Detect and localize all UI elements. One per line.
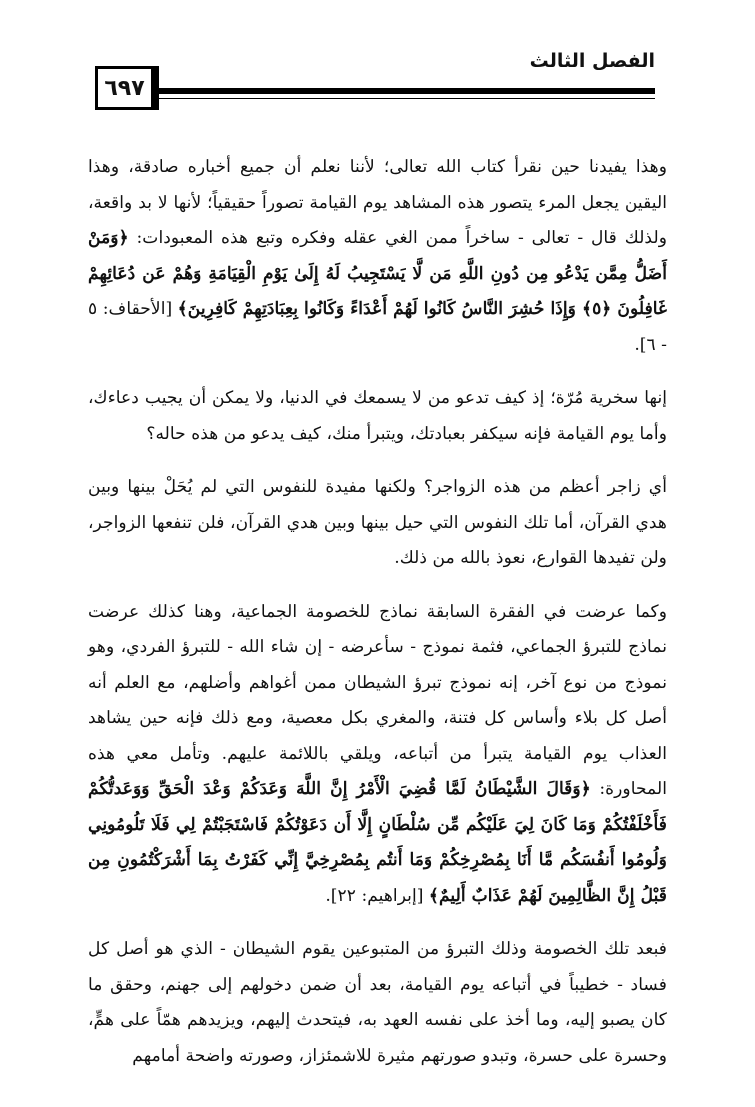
paragraph-5-text: فبعد تلك الخصومة وذلك التبرؤ من المتبوعين يقوم الشيطان - الذي هو أصل كل فساد - خطيباً في أتباعه يوم القيامة، بعد أن ضمن دخولهم إلى جهنم، وحقق ما كان يصبو إليه، وما أخذ على نفسه العهد به، فيتحدث إليهم، ويزيدهم همّاً على همٍّ، وحسرة على حسرة، وتبدو صورتهم مثيرة للاشمئزاز، وصورته واضحة أمامهم — [88, 939, 667, 1066]
paragraph-2 — [88, 381, 667, 452]
paragraph-3-text: أي زاجر أعظم من هذه الزواجر؟ ولكنها مفيدة للنفوس التي لم يُحَلْ بينها وبين هدي القرآن، أما تلك النفوس التي حيل بينها وبين هدي القرآن، فلن تنفعها الزواجر، ولن تفيدها القوارع، نعوذ بالله من ذلك. — [88, 477, 667, 568]
header-rule-thick — [159, 88, 655, 94]
paragraph-5 — [88, 932, 667, 1074]
verse-citation-ahqaf: [الأحقاف: ٥ - ٦]. — [88, 299, 667, 355]
paragraph-4-text: وكما عرضت في الفقرة السابقة نماذج للخصومة الجماعية، وهنا كذلك عرضت نماذج للتبرؤ الجماعي، فثمة نموذج - سأعرضه - إن شاء الله - للتبرؤ الفردي، وهو نموذج من نوع آخر، إنه نموذج تبرؤ الشيطان ممن أغواهم وأضلهم، مع العلم أنه أصل كل بلاء وأساس كل فتنة، والمغري بكل معصية، ومع ذلك فإنه حين يشاهد العذاب يوم القيامة يتبرأ من أتباعه، ويلقي باللائمة عليهم. وتأمل معي هذه المحاورة: — [88, 601, 667, 799]
paragraph-1 — [88, 150, 667, 363]
chapter-title: الفصل الثالث — [529, 50, 655, 72]
page-header — [95, 44, 655, 124]
page-body — [88, 150, 667, 1092]
paragraph-4 — [88, 595, 667, 915]
paragraph-2-text: إنها سخرية مُرّة؛ إذ كيف تدعو من لا يسمعك في الدنيا، ولا يمكن أن يجيب دعاءك، وأما يوم القيامة فإنه سيكفر بعبادتك، ويتبرأ منك، كيف يدعو من هذه حاله؟ — [88, 388, 667, 444]
header-rule-thin — [159, 98, 655, 99]
quran-verse-ahqaf: ﴿وَمَنْ أَضَلُّ مِمَّن يَدْعُو مِن دُونِ اللَّهِ مَن لَّا يَسْتَجِيبُ لَهُ إِلَىٰ يَوْمِ الْقِيَامَةِ وَهُمْ عَن دُعَائِهِمْ غَافِلُونَ ﴿٥﴾ وَإِذَا حُشِرَ النَّاسُ كَانُوا لَهُمْ أَعْدَاءً وَكَانُوا بِعِبَادَتِهِمْ كَافِرِينَ﴾ — [88, 228, 668, 319]
verse-citation-ibrahim: [إبراهيم: ٢٢]. — [325, 885, 429, 906]
quran-verse-ibrahim: ﴿وَقَالَ الشَّيْطَانُ لَمَّا قُضِيَ الْأَمْرُ إِنَّ اللَّهَ وَعَدَكُمْ وَعْدَ الْحَقِّ وَوَعَدتُّكُمْ فَأَخْلَفْتُكُمْ وَمَا كَانَ لِيَ عَلَيْكُم مِّن سُلْطَانٍ إِلَّا أَن دَعَوْتُكُمْ فَاسْتَجَبْتُمْ لِي فَلَا تَلُومُونِي وَلُومُوا أَنفُسَكُم مَّا أَنَا بِمُصْرِخِكُمْ وَمَا أَنتُم بِمُصْرِخِيَّ إِنِّي كَفَرْتُ بِمَا أَشْرَكْتُمُونِ مِن قَبْلُ إِنَّ الظَّالِمِينَ لَهُمْ عَذَابٌ أَلِيمٌ﴾ — [88, 779, 667, 906]
paragraph-1-text: وهذا يفيدنا حين نقرأ كتاب الله تعالى؛ لأننا نعلم أن جميع أخباره صادقة، وهذا اليقين يجعل المرء يتصور هذه المشاهد يوم القيامة تصوراً حقيقياً؛ لأنها لا بد واقعة، ولذلك قال - تعالى - ساخراً ممن الغي عقله وفكره وتبع هذه المعبودات: — [88, 157, 667, 248]
page-number: ٦٩٧ — [95, 66, 159, 110]
paragraph-3 — [88, 470, 667, 577]
